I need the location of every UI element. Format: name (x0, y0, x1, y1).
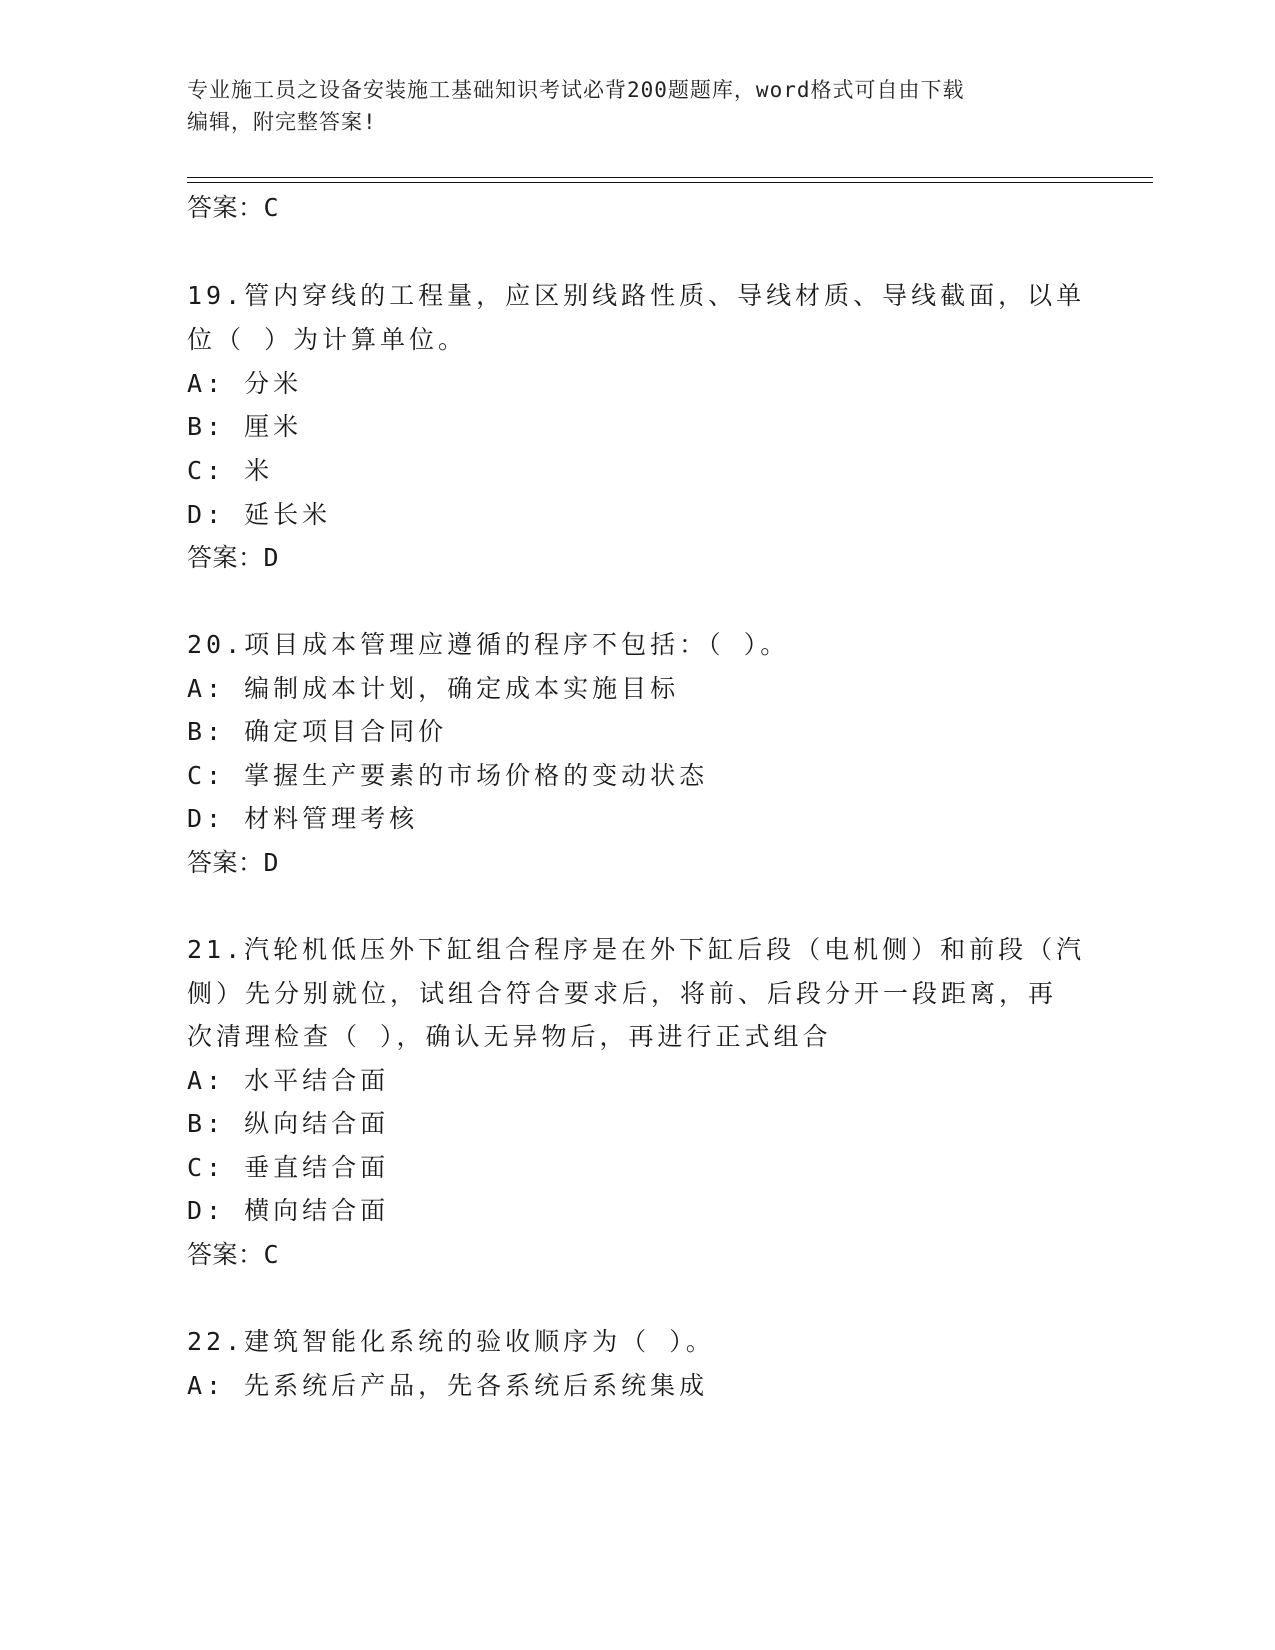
question-22-stem-line-1: 22.建筑智能化系统的验收顺序为（ ）。 (187, 1327, 715, 1356)
question-19-stem-line-2: 位（ ）为计算单位。 (187, 325, 468, 354)
question-22-option-a: A: 先系统后产品，先各系统后系统集成 (187, 1371, 709, 1400)
question-19-option-c: C: 米 (187, 456, 274, 485)
document-header (187, 74, 1087, 138)
question-19-stem-line-1: 19.管内穿线的工程量，应区别线路性质、导线材质、导线截面，以单 (187, 281, 1086, 310)
question-21-stem-line-1: 21.汽轮机低压外下缸组合程序是在外下缸后段（电机侧）和前段（汽 (187, 935, 1086, 964)
question-20-stem-line-1: 20.项目成本管理应遵循的程序不包括：（ ）。 (187, 630, 790, 659)
header-line-1: 专业施工员之设备安装施工基础知识考试必背200题题库，word格式可自由下载 (187, 78, 965, 102)
question-20-option-d: D: 材料管理考核 (187, 804, 419, 833)
question-21-stem-line-3: 次清理检查（ ），确认无异物后，再进行正式组合 (187, 1022, 832, 1051)
question-20-option-a: A: 编制成本计划，确定成本实施目标 (187, 674, 680, 703)
answer-prev: 答案：C (187, 193, 280, 222)
question-21-stem-line-2: 侧）先分别就位，试组合符合要求后，将前、后段分开一段距离，再 (187, 979, 1058, 1008)
question-19-option-d: D: 延长米 (187, 500, 332, 529)
question-19-option-a: A: 分米 (187, 369, 303, 398)
header-divider-top (187, 177, 1153, 178)
question-19-option-b: B: 厘米 (187, 412, 303, 441)
question-20-option-c: C: 掌握生产要素的市场价格的变动状态 (187, 761, 709, 790)
header-divider-bottom (187, 182, 1153, 183)
question-21-option-a: A: 水平结合面 (187, 1066, 390, 1095)
question-21-option-d: D: 横向结合面 (187, 1196, 390, 1225)
question-21-option-b: B: 纵向结合面 (187, 1109, 390, 1138)
question-19-answer: 答案：D (187, 543, 280, 572)
question-21-option-c: C: 垂直结合面 (187, 1153, 390, 1182)
question-20-answer: 答案：D (187, 848, 280, 877)
question-20-option-b: B: 确定项目合同价 (187, 717, 448, 746)
header-line-2: 编辑，附完整答案! (187, 110, 377, 134)
question-21-answer: 答案：C (187, 1240, 280, 1269)
